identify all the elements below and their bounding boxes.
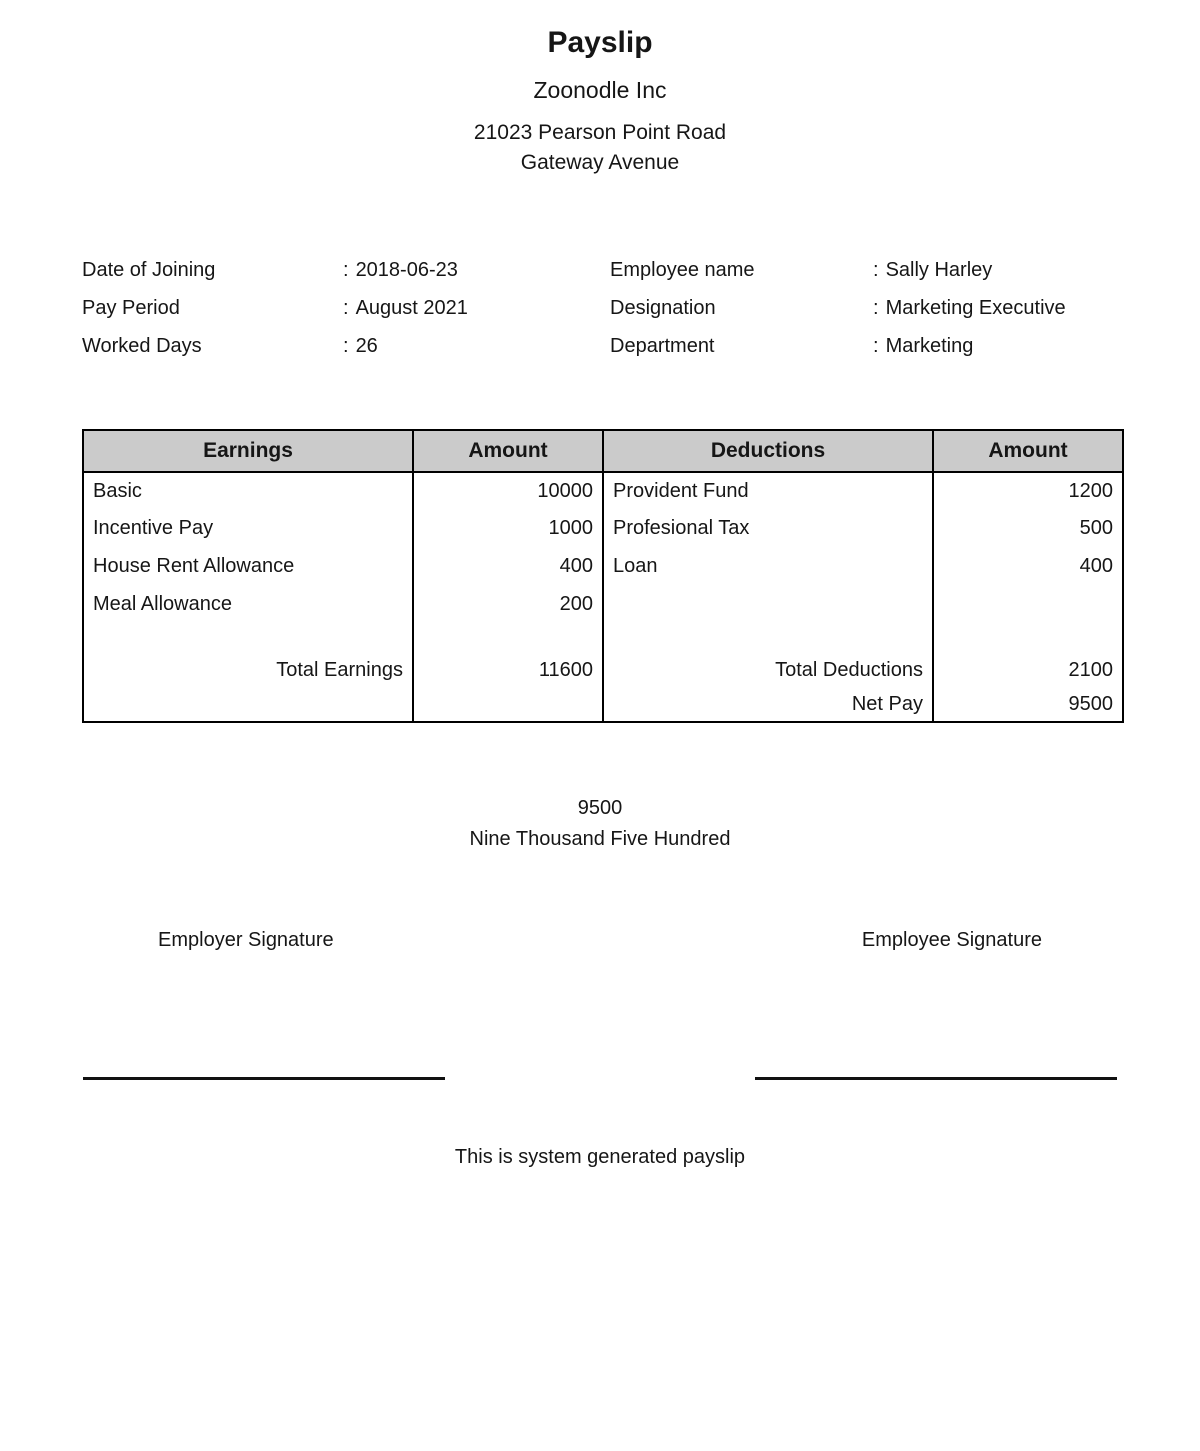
signature-labels (0, 930, 1200, 951)
designation-label: Designation (610, 296, 716, 319)
company-address-line2: Gateway Avenue (520, 150, 680, 174)
info-row-date-of-joining (82, 251, 610, 289)
info-row-worked-days (82, 327, 610, 365)
table-row (83, 510, 1123, 548)
earnings-amount-column-header: Amount (413, 430, 603, 472)
colon-separator: : (873, 296, 879, 319)
pay-period-value: : August 2021 (343, 296, 468, 319)
earning-item: House Rent Allowance (83, 548, 413, 586)
earning-amount: 200 (413, 586, 603, 624)
employee-detail-block (610, 251, 1150, 365)
total-deductions-value: 2100 (933, 654, 1123, 688)
net-pay-in-words: Nine Thousand Five Hundred (469, 827, 731, 850)
deduction-item: Provident Fund (603, 472, 933, 510)
designation-value: : Marketing Executive (873, 296, 1066, 319)
employee-signature-label: Employee Signature (861, 928, 1042, 951)
worked-days-value: : 26 (343, 334, 378, 357)
total-earnings-value: 11600 (413, 654, 603, 688)
table-totals-row (83, 654, 1123, 688)
deduction-amount: 500 (933, 510, 1123, 548)
deductions-column-header: Deductions (603, 430, 933, 472)
total-deductions-label: Total Deductions (603, 654, 933, 688)
employer-signature-line (83, 1077, 445, 1080)
employee-info-section (0, 251, 1200, 365)
department-value: : Marketing (873, 334, 974, 357)
earning-amount: 10000 (413, 472, 603, 510)
total-earnings-label: Total Earnings (83, 654, 413, 688)
employee-signature-line (755, 1077, 1117, 1080)
earnings-column-header: Earnings (83, 430, 413, 472)
deduction-amount: 400 (933, 548, 1123, 586)
signature-lines (0, 1077, 1200, 1080)
table-row (83, 586, 1123, 624)
info-row-designation (610, 289, 1150, 327)
earning-item: Meal Allowance (83, 586, 413, 624)
pay-period-label: Pay Period (82, 296, 180, 319)
deduction-item: Loan (603, 548, 933, 586)
page-title: Payslip (547, 26, 653, 59)
employee-name-label: Employee name (610, 258, 755, 281)
colon-separator: : (873, 334, 879, 357)
employer-signature-label: Employer Signature (158, 928, 334, 951)
deduction-amount (933, 586, 1123, 624)
earning-item: Basic (83, 472, 413, 510)
earning-item: Incentive Pay (83, 510, 413, 548)
colon-separator: : (343, 334, 349, 357)
deductions-amount-column-header: Amount (933, 430, 1123, 472)
info-row-employee-name (610, 251, 1150, 289)
earning-amount: 1000 (413, 510, 603, 548)
info-row-department (610, 327, 1150, 365)
deduction-item: Profesional Tax (603, 510, 933, 548)
colon-separator: : (873, 258, 879, 281)
colon-separator: : (343, 296, 349, 319)
earnings-deductions-table (82, 429, 1124, 723)
table-netpay-row (83, 688, 1123, 722)
worked-days-label: Worked Days (82, 334, 202, 357)
colon-separator: : (343, 258, 349, 281)
table-row (83, 548, 1123, 586)
earning-amount: 400 (413, 548, 603, 586)
info-row-pay-period (82, 289, 610, 327)
department-label: Department (610, 334, 715, 357)
table-spacer-row (83, 624, 1123, 654)
company-address-line1: 21023 Pearson Point Road (473, 120, 727, 144)
system-generated-note: This is system generated payslip (454, 1145, 746, 1168)
date-of-joining-value: : 2018-06-23 (343, 258, 458, 281)
employee-name-value: : Sally Harley (873, 258, 993, 281)
table-header-row (83, 430, 1123, 472)
deduction-amount: 1200 (933, 472, 1123, 510)
net-pay-amount: 9500 (577, 796, 623, 819)
net-pay-label: Net Pay (603, 688, 933, 722)
table-row (83, 472, 1123, 510)
employment-info-block (82, 251, 610, 365)
date-of-joining-label: Date of Joining (82, 258, 216, 281)
company-name: Zoonodle Inc (533, 76, 667, 103)
net-pay-value: 9500 (933, 688, 1123, 722)
deduction-item (603, 586, 933, 624)
